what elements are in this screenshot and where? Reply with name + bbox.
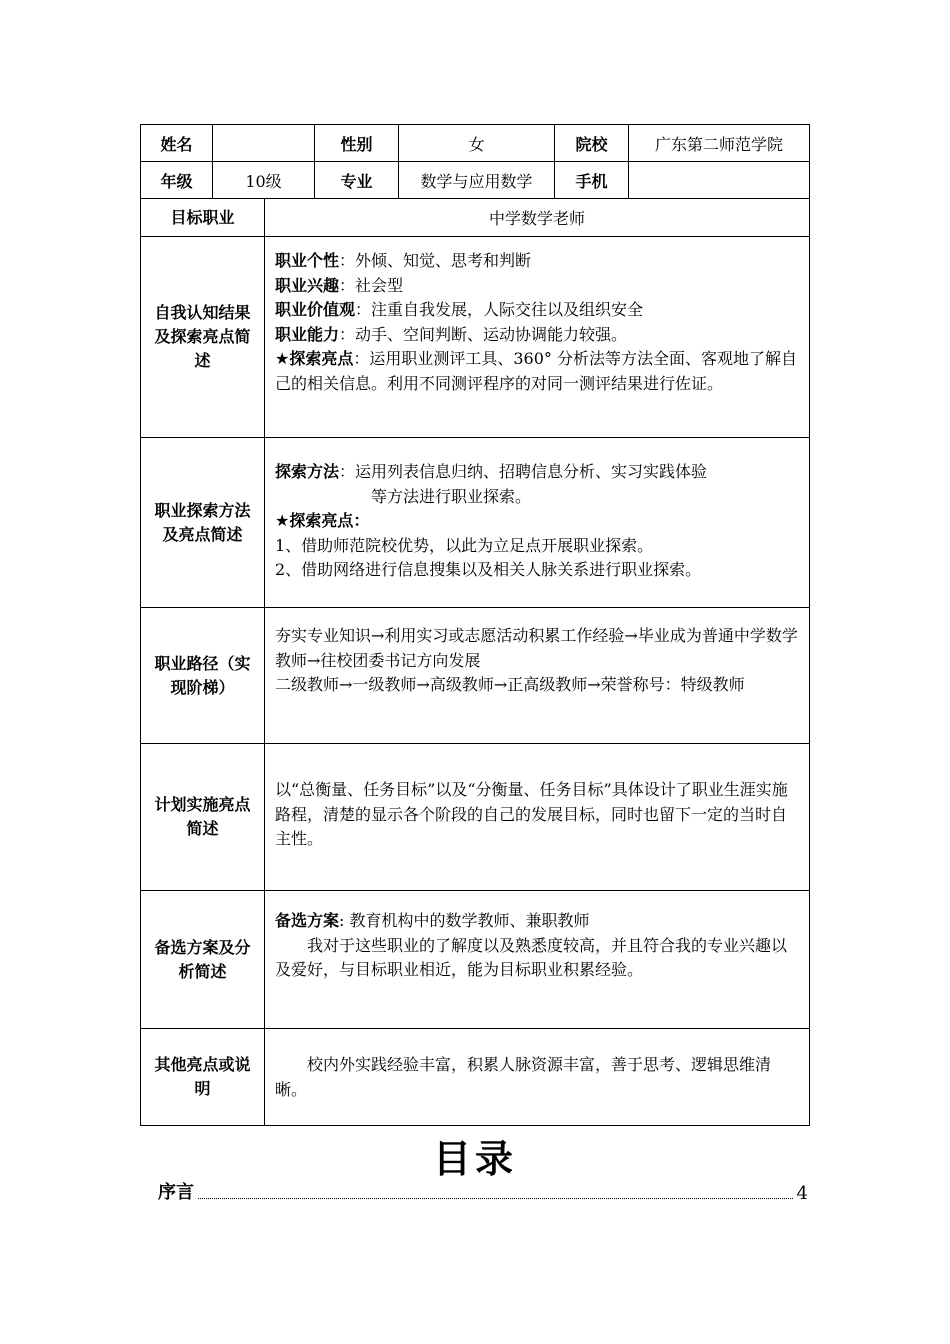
info-row-2: [140, 162, 810, 199]
career-plan-table: [140, 124, 810, 1126]
toc-title: 目录: [432, 1137, 517, 1181]
interest-value: ：社会型: [339, 275, 404, 295]
career-explore-label-1: 职业探索方法: [154, 500, 251, 520]
career-path-label: 职业路径（实现阶梯）: [141, 608, 265, 743]
alternative-label: 备选方案及分析简述: [141, 891, 265, 1028]
explore-highlight-key: ★探索亮点: [275, 511, 354, 530]
alternative-text: 我对于这些职业的了解度以及熟悉度较高，并且符合我的专业兴趣以及爱好，与目标职业相近，能为目标职业积累经验。: [275, 935, 788, 979]
ability-key: 职业能力: [275, 324, 340, 344]
career-explore-label: [141, 438, 265, 607]
phone-value: [629, 162, 809, 198]
target-label: 目标职业: [141, 199, 265, 236]
career-explore-content: [265, 438, 809, 607]
alternative-key: 备选方案: [275, 911, 340, 930]
grade-label: 年级: [141, 162, 213, 198]
target-value: 中学数学老师: [488, 209, 585, 228]
phone-label: 手机: [555, 162, 629, 198]
grade-value: 10级: [213, 162, 315, 198]
target-row: [140, 199, 810, 237]
personality-key: 职业个性: [275, 251, 340, 270]
career-path-line-2: 二级教师→一级教师→高级教师→正高级教师→荣誉称号：特级教师: [275, 675, 745, 694]
highlight-value: ：运用职业测评工具、360° 分析法等方法全面、客观地了解自己的相关信息。利用不同测评程序的对同一测评结果进行佐证。: [275, 349, 797, 393]
toc-leader-dots: [198, 1198, 793, 1199]
plan-content: [265, 744, 809, 890]
plan-text: 以“总衡量、任务目标”以及“分衡量、任务目标”具体设计了职业生涯实施路程，清楚的显示各个阶段的自己的发展目标，同时也留下一定的当时自主性。: [275, 780, 788, 848]
self-cognition-row: [140, 237, 810, 438]
toc-entry-page: 4: [796, 1183, 808, 1204]
name-value: [213, 125, 315, 161]
method-key: 探索方法: [275, 462, 340, 481]
explore-item-2: 2、借助网络进行信息搜集以及相关人脉关系进行职业探索。: [275, 560, 702, 579]
alternative-content: [265, 891, 809, 1028]
explore-highlight-colon: ：: [353, 511, 370, 530]
plan-row: [140, 744, 810, 891]
career-explore-row: [140, 438, 810, 608]
gender-value: 女: [399, 125, 555, 161]
self-cognition-label: 自我认知结果及探索亮点简述: [141, 237, 265, 437]
alternative-value: : 教育机构中的数学教师、兼职教师: [339, 911, 590, 930]
self-cognition-content: [265, 237, 809, 437]
career-path-content: [265, 608, 809, 743]
name-label: 姓名: [141, 125, 213, 161]
method-value-2: 等方法进行职业探索。: [371, 486, 532, 506]
interest-key: 职业兴趣: [275, 275, 340, 295]
career-explore-label-2: 及亮点简述: [162, 524, 243, 544]
method-value-1: ：运用列表信息归纳、招聘信息分析、实习实践体验: [339, 462, 708, 481]
toc-entry[interactable]: [158, 1178, 808, 1204]
values-value: ：注重自我发展，人际交往以及组织安全: [355, 300, 644, 319]
other-row: [140, 1029, 810, 1126]
values-key: 职业价值观: [275, 300, 356, 319]
ability-value: ：动手、空间判断、运动协调能力较强。: [339, 324, 628, 344]
gender-label: 性别: [315, 125, 399, 161]
career-path-line-1: 夯实专业知识→利用实习或志愿活动积累工作经验→毕业成为普通中学数学教师→往校团委书记方向发展: [275, 626, 798, 670]
highlight-key: ★探索亮点: [275, 349, 354, 368]
other-content: [265, 1029, 809, 1125]
career-path-row: [140, 608, 810, 744]
alternative-row: [140, 891, 810, 1029]
toc-entry-label: 序言: [158, 1182, 194, 1203]
school-label: 院校: [555, 125, 629, 161]
info-row-1: [140, 124, 810, 162]
school-value: 广东第二师范学院: [654, 134, 783, 154]
personality-value: ：外倾、知觉、思考和判断: [339, 251, 532, 270]
other-label: 其他亮点或说明: [141, 1029, 265, 1125]
explore-item-1: 1、借助师范院校优势，以此为立足点开展职业探索。: [275, 535, 654, 555]
major-label: 专业: [315, 162, 399, 198]
major-value: 数学与应用数学: [399, 162, 555, 198]
plan-label: 计划实施亮点简述: [141, 744, 265, 890]
other-text: 校内外实践经验丰富，积累人脉资源丰富，善于思考、逻辑思维清晰。: [275, 1055, 772, 1099]
